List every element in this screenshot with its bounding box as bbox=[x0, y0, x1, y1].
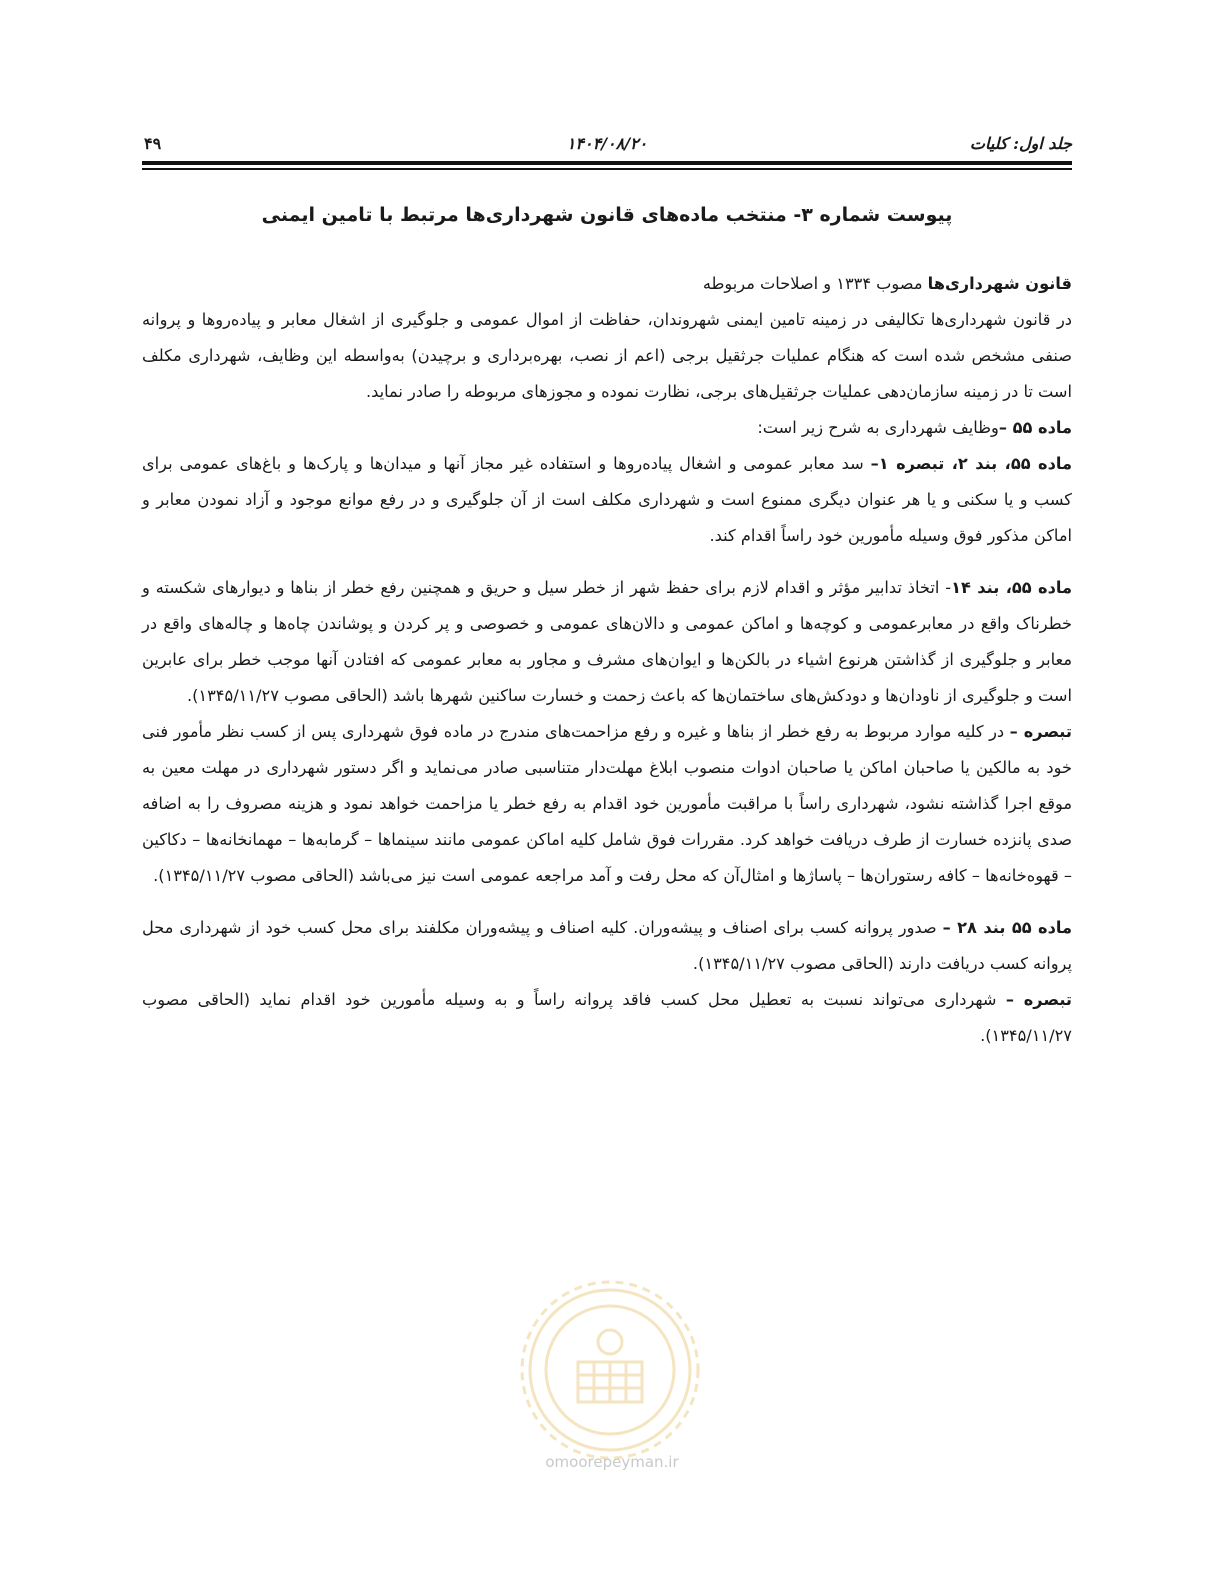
watermark-url: omoorepeyman.ir bbox=[545, 1453, 679, 1471]
page-number: ۴۹ bbox=[144, 134, 162, 153]
paragraph-text: در کلیه موارد مربوط به رفع خطر از بناها و غیره و رفع مزاحمت‌های مندرج در ماده فوق شهرداری پس از کسب نظر مأمور فنی خود به مالکین یا صاحبان اماکن یا صاحبان ادوات منصوب ابلاغ مهلت‌دار متناسبی صادر می‌نماید و اگر دستور شهرداری در مهلت معین به موقع اجرا گذاشته نشود، شهرداری راساً با مراقبت مأمورین خود اقدام به رفع خطر یا مزاحمت خواهد نمود و هزینه مصروف را به اضافه صدی پانزده خسارت از طرف دریافت خواهد کرد. مقررات فوق شامل کلیه اماکن عمومی مانند سینماها – گرمابه‌ها – مهمانخانه‌ها – دکاکین – قهوه‌خانه‌ها – کافه رستوران‌ها – پاساژها و امثال‌آن که محل رفت و آمد مراجعه عمومی است نیز می‌باشد (الحاقی مصوب ۱۳۴۵/۱۱/۲۷). bbox=[142, 722, 1072, 885]
paragraph-3 bbox=[142, 446, 1072, 554]
paragraph-lead: تبصره – bbox=[1005, 990, 1073, 1009]
paragraph-lead: تبصره – bbox=[1009, 722, 1072, 741]
paragraph-5 bbox=[142, 714, 1072, 894]
document-body bbox=[142, 266, 1072, 1054]
paragraph-lead: ماده ۵۵ بند ۲۸ – bbox=[942, 918, 1073, 937]
paragraph-lead: ماده ۵۵، بند ۲، تبصره ۱– bbox=[870, 454, 1072, 473]
header-date: ۱۴۰۴/۰۸/۲۰ bbox=[566, 134, 648, 153]
paragraph-1 bbox=[142, 302, 1072, 410]
page-header bbox=[142, 128, 1072, 158]
paragraph-lead: قانون شهرداری‌ها bbox=[927, 274, 1072, 293]
header-rule-thick bbox=[142, 161, 1072, 165]
paragraph-text: شهرداری می‌تواند نسبت به تعطیل محل کسب فاقد پروانه راساً و به وسیله مأمورین خود اقدام نماید (الحاقی مصوب ۱۳۴۵/۱۱/۲۷). bbox=[142, 990, 1072, 1045]
paragraph-text: صدور پروانه کسب برای اصناف و پیشه‌وران. کلیه اصناف و پیشه‌وران مکلفند برای محل کسب خود از شهرداری محل پروانه کسب دریافت دارند (الحاقی مصوب ۱۳۴۵/۱۱/۲۷). bbox=[142, 918, 1072, 973]
paragraph-text: مصوب ۱۳۳۴ و اصلاحات مربوطه bbox=[702, 274, 928, 293]
paragraph-2 bbox=[142, 410, 1072, 446]
paragraph-6 bbox=[142, 910, 1072, 982]
paragraph-text: - اتخاذ تدابیر مؤثر و اقدام لازم برای حفظ شهر از خطر سیل و حریق و همچنین رفع خطر از بناها و دیوارهای شکسته و خطرناک واقع در معابرعمومی و کوچه‌ها و اماکن عمومی و دالان‌های عمومی و خصوصی و پر کردن و پوشاندن چاه‌ها و چاله‌های واقع در معابر و جلوگیری از گذاشتن هرنوع اشیاء در بالکن‌ها و ایوان‌های مشرف و مجاور به معابر عمومی که افتادن آنها موجب خطر برای عابرین است و جلوگیری از ناودان‌ها و دودکش‌های ساختمان‌ها که باعث زحمت و خسارت ساکنین شهرها باشد (الحاقی مصوب ۱۳۴۵/۱۱/۲۷). bbox=[142, 578, 1072, 705]
paragraph-text: سد معابر عمومی و اشغال پیاده‌روها و استفاده غیر مجاز آنها و میدان‌ها و پارک‌ها و باغ‌های عمومی برای کسب و یا سکنی و یا هر عنوان دیگری ممنوع است و شهرداری مکلف است از آن جلوگیری و در رفع موانع موجود و آزاد نمودن معابر و اماکن مذکور فوق وسیله مأمورین خود راساً اقدام کند. bbox=[142, 454, 1072, 545]
paragraph-0 bbox=[142, 266, 1072, 302]
paragraph-lead: ماده ۵۵ – bbox=[998, 418, 1072, 437]
watermark-seal-icon bbox=[500, 1270, 720, 1470]
header-rule-thin bbox=[142, 168, 1072, 170]
paragraph-4 bbox=[142, 570, 1072, 714]
paragraph-7 bbox=[142, 982, 1072, 1054]
paragraph-text: وظایف شهرداری به شرح زیر است: bbox=[757, 418, 999, 437]
paragraph-lead: ماده ۵۵، بند ۱۴ bbox=[951, 578, 1072, 597]
page-title: پیوست شماره ۳- منتخب ماده‌های قانون شهرداری‌ها مرتبط با تامین ایمنی bbox=[261, 204, 953, 226]
paragraph-text: در قانون شهرداری‌ها تکالیفی در زمینه تامین ایمنی شهروندان، حفاظت از اموال عمومی و جلوگیری از اشغال معابر و پیاده‌روها و پروانه صنفی مشخص شده است که هنگام عملیات جرثقیل برجی (اعم از نصب، بهره‌برداری و برچیدن) به‌واسطه این وظایف، شهرداری مکلف است تا در زمینه سازمان‌دهی عملیات جرثقیل‌های برجی، نظارت نموده و مجوزهای مربوطه را صادر نماید. bbox=[142, 310, 1072, 401]
volume-title: جلد اول: کلیات bbox=[969, 134, 1072, 153]
